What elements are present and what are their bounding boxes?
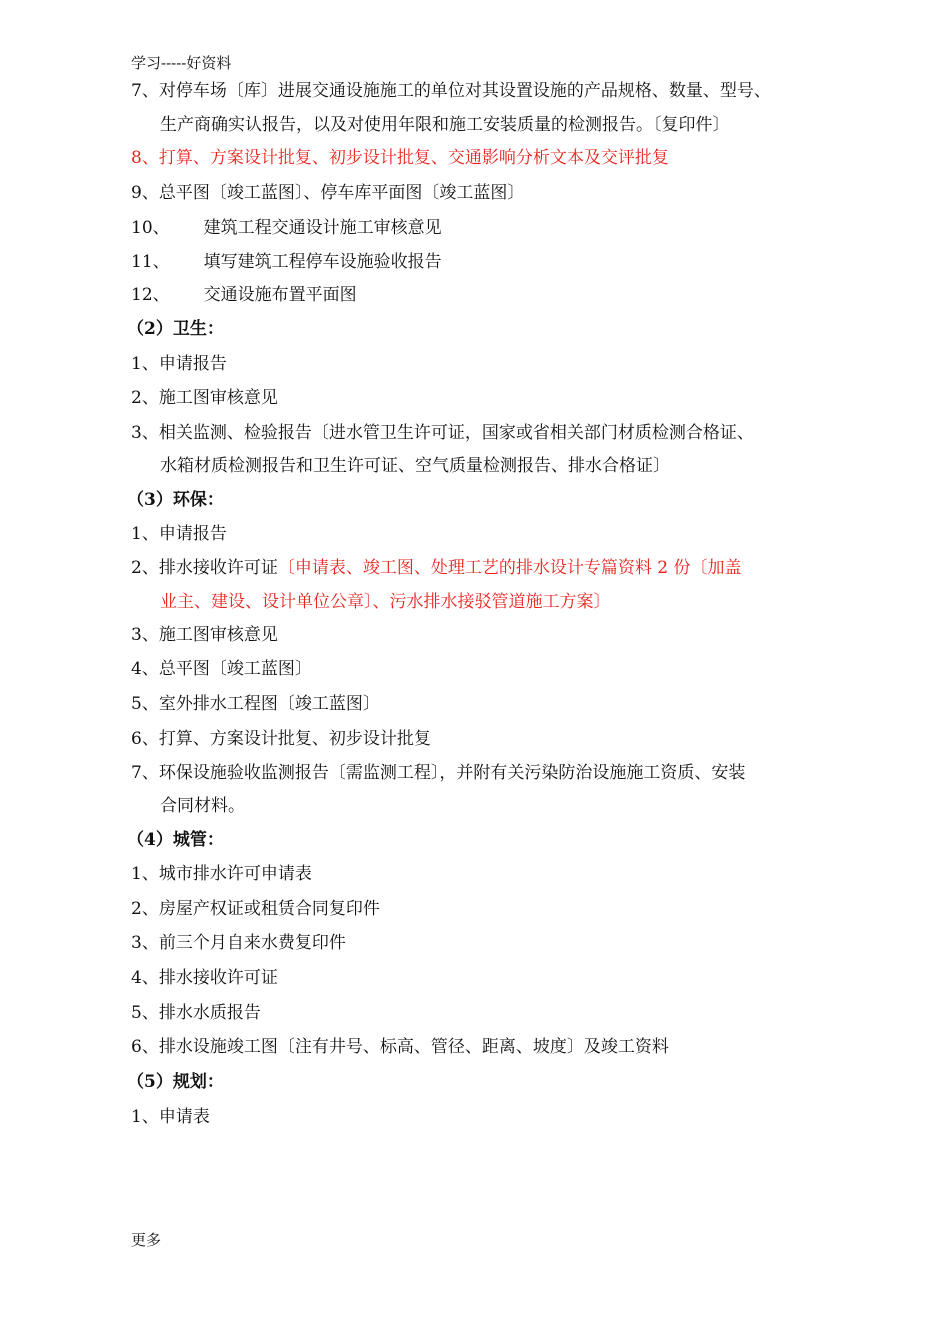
list-item-cont: 水箱材质检测报告和卫生许可证、空气质量检测报告、排水合格证〕 — [160, 456, 670, 476]
list-item: 7、环保设施验收监测报告〔需监测工程〕，并附有关污染防治设施施工资质、安装 — [131, 763, 746, 783]
page-header: 学习-----好资料 — [131, 54, 232, 72]
section-heading-hygiene: （2）卫生： — [127, 319, 224, 339]
list-item: 4、排水接收许可证 — [131, 968, 278, 988]
list-item-10: 10、 建筑工程交通设计施工审核意见 — [131, 218, 442, 238]
list-item-9: 9、总平图〔竣工蓝图〕、停车库平面图〔竣工蓝图〕 — [131, 183, 525, 203]
list-item: 3、施工图审核意见 — [131, 625, 278, 645]
list-item: 5、室外排水工程图〔竣工蓝图〕 — [131, 694, 380, 714]
list-item: 6、打算、方案设计批复、初步设计批复 — [131, 729, 431, 749]
list-item: 1、申请表 — [131, 1107, 210, 1127]
list-item-7-cont: 生产商确实认报告，以及对使用年限和施工安装质量的检测报告。〔复印件〕 — [160, 115, 730, 135]
list-item: 3、前三个月自来水费复印件 — [131, 933, 346, 953]
list-item: 5、排水水质报告 — [131, 1003, 261, 1023]
section-heading-environment: （3）环保： — [127, 490, 224, 510]
list-item: 2、施工图审核意见 — [131, 388, 278, 408]
list-item: 2、房屋产权证或租赁合同复印件 — [131, 899, 380, 919]
list-item-cont: 业主、建设、设计单位公章〕、污水排水接驳管道施工方案〕 — [160, 592, 611, 612]
page-footer: 更多 — [131, 1231, 162, 1249]
list-item: 1、城市排水许可申请表 — [131, 864, 312, 884]
list-item: 4、总平图〔竣工蓝图〕 — [131, 659, 312, 679]
list-item-8: 8、打算、方案设计批复、初步设计批复、交通影响分析文本及交评批复 — [131, 148, 669, 168]
list-item-cont: 合同材料。 — [160, 796, 245, 816]
section-heading-planning: （5）规划： — [127, 1072, 224, 1092]
list-item: 1、申请报告 — [131, 354, 227, 374]
list-item-12: 12、 交通设施布置平面图 — [131, 285, 357, 305]
list-item: 3、相关监测、检验报告〔进水管卫生许可证，国家或省相关部门材质检测合格证、 — [131, 423, 754, 443]
list-item-11: 11、 填写建筑工程停车设施验收报告 — [131, 252, 442, 272]
list-item: 6、排水设施竣工图〔注有井号、标高、管径、距离、坡度〕及竣工资料 — [131, 1037, 669, 1057]
list-item: 2、排水接收许可证〔申请表、竣工图、处理工艺的排水设计专篇资料 2 份〔加盖 — [131, 558, 742, 578]
section-heading-city-management: （4）城管： — [127, 830, 224, 850]
list-item: 1、申请报告 — [131, 524, 227, 544]
list-item-7: 7、对停车场〔库〕进展交通设施施工的单位对其设置设施的产品规格、数量、型号、 — [131, 81, 771, 101]
